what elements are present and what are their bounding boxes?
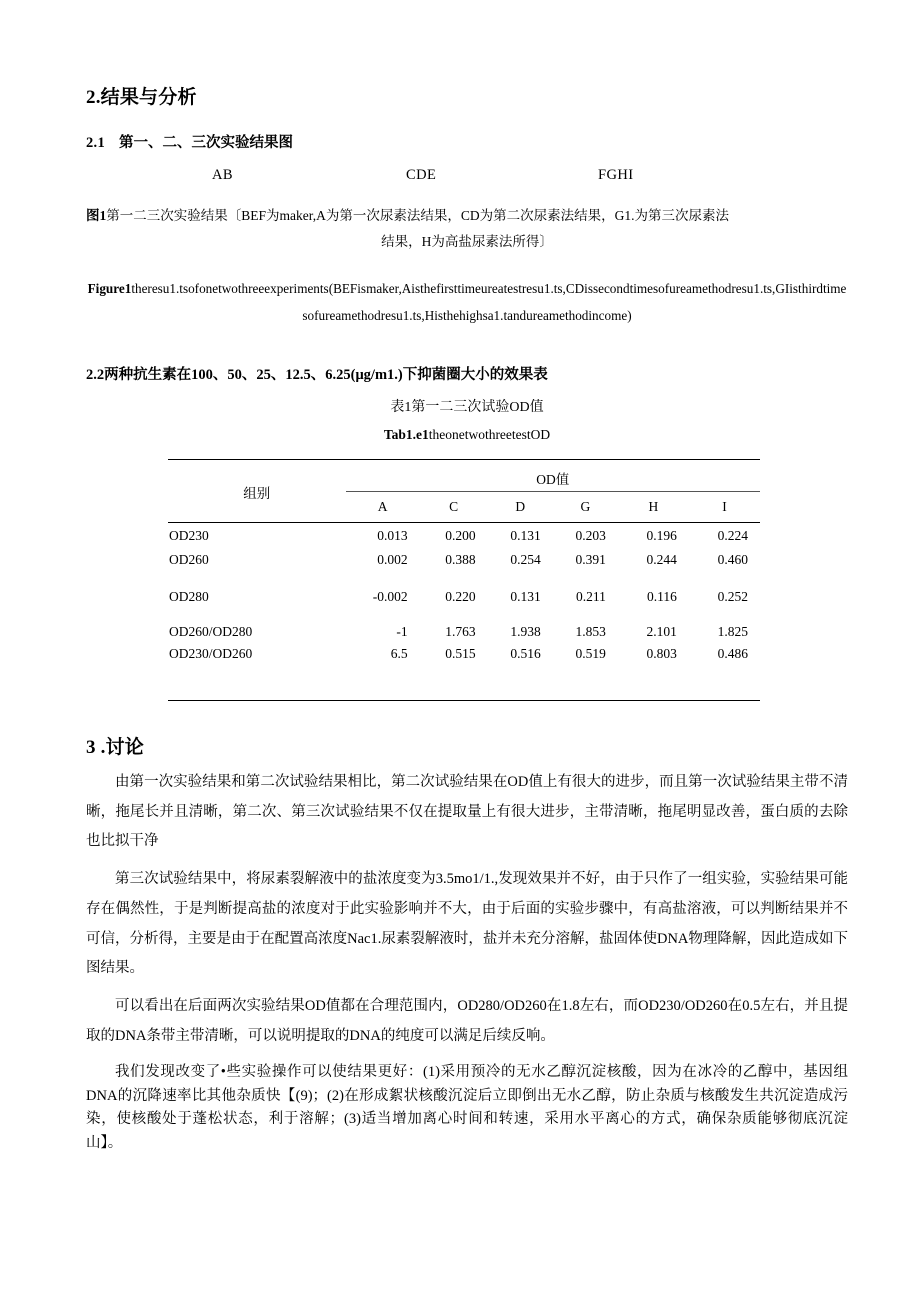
cell-value: 0.486 [717, 646, 748, 662]
subsection-title-2-1: 第一、二、三次实验结果图 [119, 134, 294, 151]
discussion-paragraph-1: 由第一次实验结果和第二次试验结果相比，第二次试验结果在OD值上有很大的进步，而且第一次试验结果主带不清晰，拖尾长并且清晰，第二次、第三次试验结果不仅在提取量上有很大进步，主带清晰，拖尾明显改善，蛋白质的去除也比拟干净 [86, 773, 848, 850]
table-row [168, 642, 760, 666]
table-title-english-label: Tab1.e1 [383, 426, 429, 442]
figure-caption-english-label: Figure1 [87, 281, 132, 297]
table-title-english [86, 420, 848, 446]
table-header-col-d: D [515, 499, 526, 515]
table-header-span-row [168, 461, 760, 492]
section-heading-results: 2.结果与分析 [86, 87, 197, 108]
gel-lane-label-row [86, 153, 848, 193]
page-content [86, 0, 848, 1155]
discussion-paragraph-2: 第三次试验结果中，将尿素裂解液中的盐浓度变为3.5mo1/1.,发现效果并不好，由于只作了一组实验，实验结果可能存在偶然性，于是判断提高盐的浓度对于此实验影响并不大，由于后面的实验步骤中，有高盐溶液，可以判断结果并不可信，分析得，主要是由于在配置高浓度Nac1.尿素裂解液时，盐并未充分溶解，盐固体使DNA物理降解，因此造成如下图结果。 [86, 871, 848, 977]
table-row [168, 548, 760, 572]
discussion-paragraph-3: 可以看出在后面两次实验结果OD值都在合理范围内，OD280/OD260在1.8左右，而OD230/OD260在0.5左右，并且提取的DNA条带主带清晰，可以说明提取的DNA的纯度可以满足后续反响。 [86, 998, 848, 1044]
cell-value: 0.196 [646, 528, 677, 544]
table-header-od-span: OD值 [346, 461, 760, 492]
figure-caption-chinese [86, 193, 848, 229]
cell-value: 1.763 [445, 624, 476, 640]
table-title-chinese: 表1第一二三次试验OD值 [390, 400, 544, 416]
cell-value: 0.203 [575, 528, 606, 544]
table-header-col-i: I [722, 499, 727, 515]
gel-lane-label-fghi: FGHI [598, 166, 634, 183]
cell-value: 0.803 [646, 646, 677, 662]
cell-value: 0.131 [510, 589, 541, 605]
cell-value: 0.116 [647, 589, 677, 605]
cell-value: 0.391 [575, 552, 606, 568]
subsection-number-2-1: 2.1 [86, 134, 106, 151]
cell-value: 1.825 [717, 624, 748, 640]
cell-value: 0.244 [646, 552, 677, 568]
table-row [168, 572, 760, 607]
cell-value: 0.388 [445, 552, 476, 568]
cell-value: 0.515 [445, 646, 476, 662]
figure-caption-chinese-line2: 结果，H为高盐尿素法所得〕 [381, 233, 553, 249]
gel-lane-label-cde: CDE [406, 166, 437, 183]
cell-value: 2.101 [646, 624, 677, 640]
cell-value: 0.013 [377, 528, 408, 544]
od-value-table [168, 459, 760, 702]
cell-value: 0.131 [510, 528, 541, 544]
cell-value: 0.516 [510, 646, 541, 662]
cell-value: -1 [396, 624, 408, 640]
row-label: OD230/OD260 [169, 646, 253, 662]
table-header-col-g: G [580, 499, 591, 515]
table-header-col-a: A [377, 499, 388, 515]
cell-value: 1.853 [575, 624, 606, 640]
row-label: OD280 [169, 589, 209, 605]
row-label: OD260/OD280 [169, 624, 253, 640]
table-header-col-c: C [449, 499, 459, 515]
row-label: OD230 [169, 528, 209, 544]
figure-caption-english [86, 268, 848, 329]
figure-caption-chinese-line1: 第一二三次实验结果〔BEF为maker,A为第一次尿素法结果，CD为第二次尿素法结果，G1.为第三次尿素法 [106, 207, 729, 223]
cell-value: 0.224 [717, 528, 748, 544]
gel-lane-label-ab: AB [212, 166, 233, 183]
cell-value: 0.002 [377, 552, 408, 568]
cell-value: 0.200 [445, 528, 476, 544]
cell-value: 6.5 [390, 646, 408, 662]
cell-value: 0.519 [575, 646, 606, 662]
od-table-wrapper [86, 445, 848, 702]
section-heading-discussion: 3 .讨论 [86, 737, 145, 759]
cell-value: 0.211 [576, 589, 606, 605]
table-header-group: 组别 [243, 485, 271, 501]
cell-value: 0.254 [510, 552, 541, 568]
table-title-english-rest: theonetwothreetestOD [428, 426, 551, 442]
cell-value: 1.938 [510, 624, 541, 640]
discussion-paragraph-4: 我们发现改变了•些实验操作可以使结果更好：(1)采用预冷的无水乙醇沉淀核酸，因为在冰冷的乙醇中，基因组DNA的沉降速率比其他杂质快【(9)；(2)在形成絮状核酸沉淀后立即倒出无水乙醇，防止杂质与核酸发生共沉淀造成污染，使核酸处于蓬松状态，利于溶解；(3)适当增加离心时间和转速，采用水平离心的方式，确保杂质能够彻底沉淀山】。 [86, 1064, 848, 1151]
subsection-heading-2-2: 2.2两种抗生素在100、50、25、12.5、6.25(μg/m1.)下抑菌圈大小的效果表 [86, 367, 548, 384]
row-label: OD260 [169, 552, 209, 568]
figure-caption-label: 图1 [86, 207, 107, 223]
cell-value: -0.002 [372, 589, 408, 605]
cell-value: 0.252 [717, 589, 748, 605]
table-row [168, 607, 760, 642]
cell-value: 0.220 [445, 589, 476, 605]
table-tail-spacer [168, 666, 760, 701]
figure-caption-english-body: theresu1.tsofonetwothreeexperiments(BEFismaker,Aisthefirsttimeureatestresu1.ts,CDissecondtimesofureamethodresu1.ts,GIisthirdtimesofureamethodresu1.ts,Histhehighsa1.tandureamethodincome) [131, 281, 847, 323]
subsection-heading-2-1 [86, 110, 848, 153]
table-row [168, 524, 760, 548]
table-header-col-h: H [648, 499, 659, 515]
cell-value: 0.460 [717, 552, 748, 568]
